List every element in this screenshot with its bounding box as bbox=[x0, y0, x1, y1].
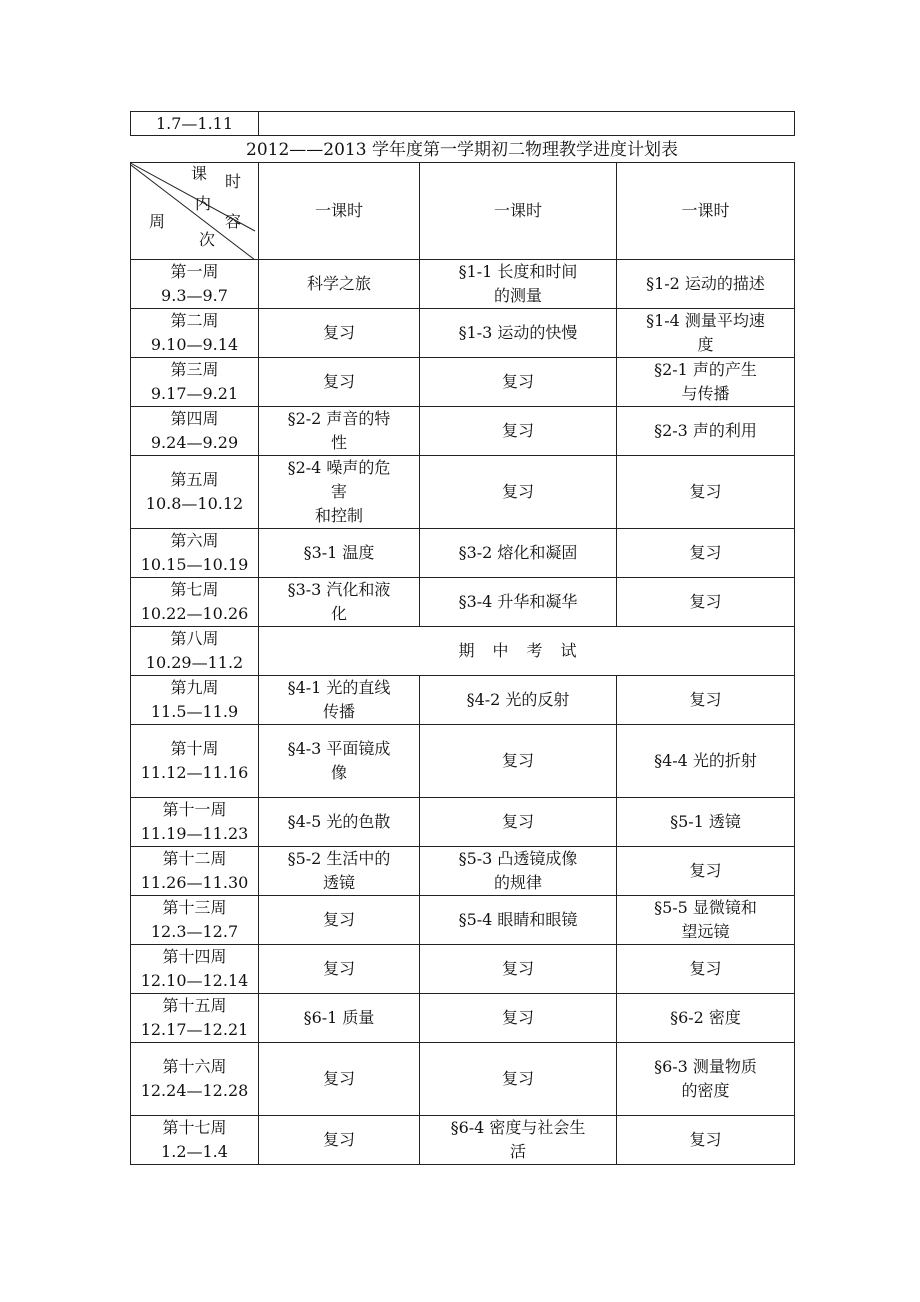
lesson-cell bbox=[420, 994, 617, 1043]
column-header: 一课时 bbox=[259, 163, 420, 260]
lesson-cell bbox=[259, 945, 420, 994]
week-dates: 11.5—11.9 bbox=[150, 702, 239, 721]
lesson-cell-line: 复习 bbox=[689, 543, 722, 562]
lesson-cell-line: 的密度 bbox=[681, 1081, 730, 1100]
lesson-cell bbox=[617, 896, 795, 945]
lesson-cell-line: 复习 bbox=[322, 959, 355, 978]
table-row bbox=[131, 407, 795, 456]
lesson-cell bbox=[617, 456, 795, 529]
lesson-cell-line: §1-4 测量平均速 bbox=[646, 311, 765, 330]
lesson-cell bbox=[259, 1043, 420, 1116]
week-cell bbox=[131, 627, 259, 676]
lesson-cell bbox=[617, 725, 795, 798]
lesson-cell-line: 复习 bbox=[689, 592, 722, 611]
week-dates: 9.17—9.21 bbox=[150, 384, 239, 403]
lesson-cell-line: 化 bbox=[330, 604, 347, 623]
lesson-cell bbox=[259, 578, 420, 627]
lesson-cell-line: §3-3 汽化和液 bbox=[287, 580, 391, 599]
lesson-cell-line: §5-1 透镜 bbox=[670, 812, 741, 831]
table-row bbox=[131, 1043, 795, 1116]
lesson-cell-line: §2-4 噪声的危 bbox=[287, 458, 391, 477]
lesson-cell-line: §3-4 升华和凝华 bbox=[458, 592, 578, 611]
week-label: 第二周 bbox=[170, 311, 219, 330]
lesson-cell-line: 性 bbox=[330, 433, 347, 452]
week-dates: 11.26—11.30 bbox=[140, 873, 249, 892]
week-cell bbox=[131, 1043, 259, 1116]
week-cell bbox=[131, 260, 259, 309]
lesson-cell bbox=[420, 456, 617, 529]
lesson-cell bbox=[617, 578, 795, 627]
week-label: 第八周 bbox=[170, 629, 219, 648]
corner-header-cell bbox=[131, 163, 259, 260]
lesson-cell-line: 传播 bbox=[322, 702, 355, 721]
corner-label: 容 bbox=[225, 212, 242, 231]
table-row bbox=[131, 260, 795, 309]
lesson-cell-line: §6-3 测量物质 bbox=[654, 1057, 757, 1076]
lesson-cell bbox=[259, 407, 420, 456]
lesson-cell-line: §4-1 光的直线 bbox=[287, 678, 391, 697]
column-header: 一课时 bbox=[617, 163, 795, 260]
week-cell bbox=[131, 407, 259, 456]
lesson-cell bbox=[420, 896, 617, 945]
lesson-cell-line: 与传播 bbox=[681, 384, 730, 403]
table-row bbox=[131, 725, 795, 798]
lesson-cell-line: §4-2 光的反射 bbox=[466, 690, 570, 709]
lesson-cell bbox=[259, 529, 420, 578]
lesson-cell bbox=[259, 1116, 420, 1165]
table-row bbox=[131, 847, 795, 896]
lesson-cell-line: §2-1 声的产生 bbox=[654, 360, 757, 379]
lesson-cell bbox=[420, 798, 617, 847]
week-cell bbox=[131, 945, 259, 994]
week-dates: 12.10—12.14 bbox=[140, 971, 249, 990]
lesson-cell-line: 复习 bbox=[322, 910, 355, 929]
week-cell bbox=[131, 578, 259, 627]
table-row bbox=[131, 358, 795, 407]
week-label: 第十一周 bbox=[162, 800, 227, 819]
exam-cell: 期中考试 bbox=[259, 627, 795, 676]
lesson-cell-line: 复习 bbox=[689, 690, 722, 709]
lesson-cell-line: 害 bbox=[330, 482, 347, 501]
corner-label: 课 bbox=[191, 164, 208, 183]
table-row bbox=[131, 456, 795, 529]
lesson-cell-line: §6-1 质量 bbox=[303, 1008, 375, 1027]
table-row bbox=[131, 676, 795, 725]
schedule-table bbox=[130, 162, 795, 1165]
lesson-cell-line: 复习 bbox=[322, 1130, 355, 1149]
table-row bbox=[131, 309, 795, 358]
lesson-cell bbox=[420, 847, 617, 896]
lesson-cell bbox=[420, 945, 617, 994]
lesson-cell-line: §2-2 声音的特 bbox=[287, 409, 391, 428]
lesson-cell-line: 复习 bbox=[501, 421, 534, 440]
lesson-cell-line: 复习 bbox=[689, 959, 722, 978]
week-label: 第九周 bbox=[170, 678, 219, 697]
week-dates: 12.17—12.21 bbox=[140, 1020, 249, 1039]
lesson-cell-line: §1-2 运动的描述 bbox=[646, 274, 765, 293]
week-label: 第十四周 bbox=[162, 947, 227, 966]
week-label: 第六周 bbox=[170, 531, 219, 550]
corner-label: 次 bbox=[199, 230, 216, 249]
week-dates: 9.10—9.14 bbox=[150, 335, 239, 354]
lesson-cell bbox=[617, 309, 795, 358]
lesson-cell-line: 活 bbox=[509, 1142, 526, 1161]
lesson-cell-line: §3-2 熔化和凝固 bbox=[458, 543, 578, 562]
week-dates: 9.24—9.29 bbox=[150, 433, 239, 452]
lesson-cell-line: 复习 bbox=[689, 1130, 722, 1149]
content-cell bbox=[259, 112, 795, 136]
table-row bbox=[131, 798, 795, 847]
lesson-cell-line: 的测量 bbox=[493, 286, 542, 305]
week-label: 第十七周 bbox=[162, 1118, 227, 1137]
week-label: 第十周 bbox=[170, 739, 219, 758]
table-row bbox=[131, 945, 795, 994]
week-cell bbox=[131, 529, 259, 578]
previous-page-table bbox=[130, 111, 795, 136]
lesson-cell bbox=[420, 260, 617, 309]
week-dates: 1.2—1.4 bbox=[161, 1142, 228, 1161]
lesson-cell-line: 复习 bbox=[501, 482, 534, 501]
lesson-cell bbox=[617, 358, 795, 407]
lesson-cell bbox=[259, 847, 420, 896]
lesson-cell-line: §5-5 显微镜和 bbox=[654, 898, 757, 917]
lesson-cell-line: 度 bbox=[697, 335, 714, 354]
week-cell bbox=[131, 798, 259, 847]
week-cell: 1.7—1.11 bbox=[131, 112, 259, 136]
week-dates: 11.19—11.23 bbox=[140, 824, 249, 843]
lesson-cell bbox=[420, 407, 617, 456]
lesson-cell-line: 复习 bbox=[501, 1008, 534, 1027]
lesson-cell-line: 望远镜 bbox=[681, 922, 730, 941]
lesson-cell-line: 的规律 bbox=[493, 873, 542, 892]
lesson-cell bbox=[420, 358, 617, 407]
lesson-cell-line: 复习 bbox=[689, 482, 722, 501]
lesson-cell bbox=[617, 798, 795, 847]
week-label: 第五周 bbox=[170, 470, 219, 489]
column-header: 一课时 bbox=[420, 163, 617, 260]
week-label: 第七周 bbox=[170, 580, 219, 599]
lesson-cell-line: §6-4 密度与社会生 bbox=[450, 1118, 586, 1137]
week-label: 第四周 bbox=[170, 409, 219, 428]
lesson-cell-line: 复习 bbox=[501, 751, 534, 770]
lesson-cell bbox=[617, 1043, 795, 1116]
lesson-cell bbox=[617, 945, 795, 994]
week-cell bbox=[131, 456, 259, 529]
table-row bbox=[131, 896, 795, 945]
lesson-cell bbox=[617, 260, 795, 309]
lesson-cell-line: §2-3 声的利用 bbox=[654, 421, 757, 440]
lesson-cell bbox=[259, 676, 420, 725]
lesson-cell bbox=[259, 994, 420, 1043]
lesson-cell bbox=[420, 1116, 617, 1165]
lesson-cell-line: 像 bbox=[330, 763, 347, 782]
lesson-cell-line: §1-3 运动的快慢 bbox=[458, 323, 578, 342]
corner-label: 内 bbox=[195, 194, 212, 213]
page-title: 2012——2013 学年度第一学期初二物理教学进度计划表 bbox=[246, 140, 678, 160]
week-dates: 12.24—12.28 bbox=[140, 1081, 249, 1100]
week-cell bbox=[131, 847, 259, 896]
week-dates: 9.3—9.7 bbox=[161, 286, 228, 305]
lesson-cell bbox=[259, 260, 420, 309]
lesson-cell-line: 复习 bbox=[501, 372, 534, 391]
lesson-cell bbox=[420, 309, 617, 358]
corner-label: 时 bbox=[225, 172, 242, 191]
lesson-cell bbox=[617, 1116, 795, 1165]
lesson-cell-line: §5-2 生活中的 bbox=[287, 849, 391, 868]
lesson-cell-line: 科学之旅 bbox=[306, 274, 371, 293]
lesson-cell-line: §4-5 光的色散 bbox=[287, 812, 391, 831]
week-cell bbox=[131, 725, 259, 798]
lesson-cell-line: 和控制 bbox=[314, 506, 363, 525]
week-cell bbox=[131, 994, 259, 1043]
week-label: 第十二周 bbox=[162, 849, 227, 868]
lesson-cell-line: §6-2 密度 bbox=[670, 1008, 741, 1027]
lesson-cell-line: 复习 bbox=[322, 372, 355, 391]
table-row bbox=[131, 578, 795, 627]
week-label: 第十三周 bbox=[162, 898, 227, 917]
lesson-cell-line: §3-1 温度 bbox=[303, 543, 375, 562]
table-row bbox=[131, 627, 795, 676]
week-cell bbox=[131, 896, 259, 945]
week-dates: 11.12—11.16 bbox=[140, 763, 249, 782]
lesson-cell bbox=[259, 456, 420, 529]
table-row bbox=[131, 994, 795, 1043]
week-label: 第十五周 bbox=[162, 996, 227, 1015]
header-row bbox=[131, 163, 795, 260]
table-row bbox=[131, 1116, 795, 1165]
week-dates: 12.3—12.7 bbox=[150, 922, 239, 941]
week-cell bbox=[131, 676, 259, 725]
lesson-cell bbox=[259, 798, 420, 847]
week-cell bbox=[131, 358, 259, 407]
lesson-cell bbox=[420, 578, 617, 627]
lesson-cell bbox=[259, 309, 420, 358]
lesson-cell bbox=[420, 676, 617, 725]
lesson-cell bbox=[617, 529, 795, 578]
table-row bbox=[131, 112, 795, 136]
lesson-cell bbox=[617, 407, 795, 456]
lesson-cell-line: 复习 bbox=[689, 861, 722, 880]
corner-label: 周 bbox=[149, 212, 166, 231]
week-dates: 10.29—11.2 bbox=[145, 653, 244, 672]
table-row bbox=[131, 529, 795, 578]
lesson-cell bbox=[617, 847, 795, 896]
week-dates: 10.22—10.26 bbox=[140, 604, 249, 623]
week-label: 第一周 bbox=[170, 262, 219, 281]
lesson-cell-line: §4-4 光的折射 bbox=[654, 751, 757, 770]
lesson-cell-line: §4-3 平面镜成 bbox=[287, 739, 391, 758]
lesson-cell-line: §1-1 长度和时间 bbox=[458, 262, 578, 281]
lesson-cell-line: 复习 bbox=[501, 1069, 534, 1088]
week-label: 第十六周 bbox=[162, 1057, 227, 1076]
lesson-cell bbox=[420, 725, 617, 798]
lesson-cell-line: 复习 bbox=[501, 812, 534, 831]
week-dates: 10.15—10.19 bbox=[140, 555, 249, 574]
week-cell bbox=[131, 1116, 259, 1165]
lesson-cell-line: 复习 bbox=[322, 323, 355, 342]
lesson-cell bbox=[259, 725, 420, 798]
lesson-cell-line: 复习 bbox=[501, 959, 534, 978]
lesson-cell bbox=[617, 994, 795, 1043]
lesson-cell-line: §5-3 凸透镜成像 bbox=[458, 849, 578, 868]
lesson-cell bbox=[259, 358, 420, 407]
lesson-cell-line: 复习 bbox=[322, 1069, 355, 1088]
lesson-cell bbox=[617, 676, 795, 725]
lesson-cell bbox=[420, 1043, 617, 1116]
lesson-cell-line: 透镜 bbox=[322, 873, 355, 892]
lesson-cell-line: §5-4 眼睛和眼镜 bbox=[458, 910, 578, 929]
lesson-cell bbox=[259, 896, 420, 945]
week-dates: 10.8—10.12 bbox=[145, 494, 244, 513]
lesson-cell bbox=[420, 529, 617, 578]
week-label: 第三周 bbox=[170, 360, 219, 379]
week-cell bbox=[131, 309, 259, 358]
